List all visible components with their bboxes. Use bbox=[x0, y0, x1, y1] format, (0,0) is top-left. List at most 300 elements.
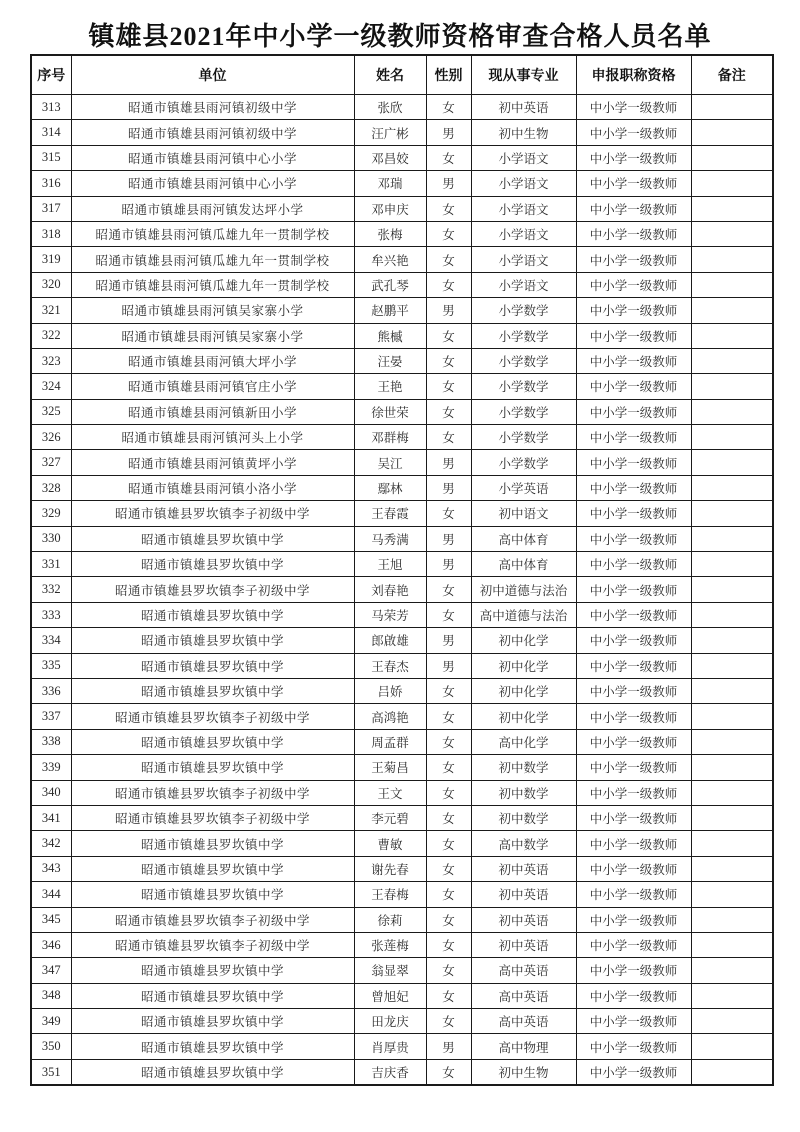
cell-col-name: 王旭 bbox=[354, 552, 426, 577]
cell-col-gender: 男 bbox=[426, 298, 471, 323]
cell-col-subject: 小学数学 bbox=[471, 450, 576, 475]
cell-col-index: 321 bbox=[31, 298, 71, 323]
cell-col-title-qualification: 中小学一级教师 bbox=[576, 1059, 691, 1085]
column-header-col-unit: 单位 bbox=[71, 55, 354, 95]
cell-col-title-qualification: 中小学一级教师 bbox=[576, 221, 691, 246]
cell-col-name: 马荣芳 bbox=[354, 602, 426, 627]
cell-col-unit: 昭通市镇雄县罗坎镇中学 bbox=[71, 831, 354, 856]
cell-col-title-qualification: 中小学一级教师 bbox=[576, 298, 691, 323]
cell-col-name: 邓瑞 bbox=[354, 171, 426, 196]
cell-col-title-qualification: 中小学一级教师 bbox=[576, 831, 691, 856]
cell-col-unit: 昭通市镇雄县罗坎镇李子初级中学 bbox=[71, 501, 354, 526]
cell-col-subject: 小学语文 bbox=[471, 171, 576, 196]
table-row bbox=[31, 298, 773, 323]
cell-col-name: 王春梅 bbox=[354, 882, 426, 907]
cell-col-unit: 昭通市镇雄县雨河镇官庄小学 bbox=[71, 374, 354, 399]
cell-col-gender: 男 bbox=[426, 171, 471, 196]
cell-col-subject: 小学数学 bbox=[471, 374, 576, 399]
table-row bbox=[31, 196, 773, 221]
cell-col-title-qualification: 中小学一级教师 bbox=[576, 450, 691, 475]
cell-col-name: 肖厚贵 bbox=[354, 1034, 426, 1059]
cell-col-subject: 小学数学 bbox=[471, 399, 576, 424]
table-row bbox=[31, 374, 773, 399]
cell-col-gender: 男 bbox=[426, 628, 471, 653]
cell-col-remark bbox=[691, 399, 773, 424]
cell-col-name: 徐世荣 bbox=[354, 399, 426, 424]
cell-col-unit: 昭通市镇雄县雨河镇大坪小学 bbox=[71, 348, 354, 373]
cell-col-remark bbox=[691, 628, 773, 653]
cell-col-unit: 昭通市镇雄县罗坎镇中学 bbox=[71, 1034, 354, 1059]
cell-col-index: 340 bbox=[31, 780, 71, 805]
cell-col-subject: 高中体育 bbox=[471, 552, 576, 577]
cell-col-name: 徐莉 bbox=[354, 907, 426, 932]
cell-col-remark bbox=[691, 526, 773, 551]
cell-col-title-qualification: 中小学一级教师 bbox=[576, 932, 691, 957]
table-row bbox=[31, 272, 773, 297]
cell-col-gender: 女 bbox=[426, 399, 471, 424]
cell-col-subject: 初中化学 bbox=[471, 653, 576, 678]
cell-col-unit: 昭通市镇雄县雨河镇河头上小学 bbox=[71, 425, 354, 450]
cell-col-title-qualification: 中小学一级教师 bbox=[576, 729, 691, 754]
cell-col-name: 牟兴艳 bbox=[354, 247, 426, 272]
cell-col-subject: 初中生物 bbox=[471, 120, 576, 145]
table-row bbox=[31, 348, 773, 373]
cell-col-unit: 昭通市镇雄县罗坎镇中学 bbox=[71, 958, 354, 983]
cell-col-gender: 女 bbox=[426, 856, 471, 881]
header-row bbox=[31, 55, 773, 95]
table-row bbox=[31, 120, 773, 145]
cell-col-name: 郎啟雄 bbox=[354, 628, 426, 653]
cell-col-index: 325 bbox=[31, 399, 71, 424]
cell-col-name: 高鸿艳 bbox=[354, 704, 426, 729]
cell-col-title-qualification: 中小学一级教师 bbox=[576, 475, 691, 500]
table-row bbox=[31, 755, 773, 780]
cell-col-subject: 高中英语 bbox=[471, 1009, 576, 1034]
cell-col-unit: 昭通市镇雄县雨河镇初级中学 bbox=[71, 95, 354, 120]
cell-col-subject: 小学英语 bbox=[471, 475, 576, 500]
cell-col-index: 342 bbox=[31, 831, 71, 856]
cell-col-gender: 女 bbox=[426, 247, 471, 272]
cell-col-index: 334 bbox=[31, 628, 71, 653]
cell-col-remark bbox=[691, 425, 773, 450]
table-row bbox=[31, 552, 773, 577]
table-row bbox=[31, 475, 773, 500]
cell-col-title-qualification: 中小学一级教师 bbox=[576, 120, 691, 145]
cell-col-title-qualification: 中小学一级教师 bbox=[576, 501, 691, 526]
table-row bbox=[31, 882, 773, 907]
cell-col-gender: 女 bbox=[426, 425, 471, 450]
cell-col-subject: 初中化学 bbox=[471, 704, 576, 729]
cell-col-subject: 小学语文 bbox=[471, 221, 576, 246]
cell-col-unit: 昭通市镇雄县罗坎镇中学 bbox=[71, 653, 354, 678]
cell-col-name: 王文 bbox=[354, 780, 426, 805]
cell-col-subject: 初中化学 bbox=[471, 628, 576, 653]
cell-col-title-qualification: 中小学一级教师 bbox=[576, 171, 691, 196]
table-row bbox=[31, 501, 773, 526]
cell-col-subject: 初中英语 bbox=[471, 856, 576, 881]
cell-col-name: 赵鹏平 bbox=[354, 298, 426, 323]
cell-col-name: 汪晏 bbox=[354, 348, 426, 373]
cell-col-gender: 男 bbox=[426, 526, 471, 551]
cell-col-index: 328 bbox=[31, 475, 71, 500]
cell-col-unit: 昭通市镇雄县罗坎镇李子初级中学 bbox=[71, 805, 354, 830]
cell-col-gender: 女 bbox=[426, 729, 471, 754]
cell-col-gender: 女 bbox=[426, 1009, 471, 1034]
cell-col-name: 邓昌姣 bbox=[354, 145, 426, 170]
cell-col-unit: 昭通市镇雄县雨河镇中心小学 bbox=[71, 145, 354, 170]
column-header-col-index: 序号 bbox=[31, 55, 71, 95]
cell-col-gender: 女 bbox=[426, 348, 471, 373]
cell-col-index: 319 bbox=[31, 247, 71, 272]
cell-col-gender: 女 bbox=[426, 678, 471, 703]
cell-col-unit: 昭通市镇雄县罗坎镇李子初级中学 bbox=[71, 780, 354, 805]
cell-col-index: 326 bbox=[31, 425, 71, 450]
cell-col-unit: 昭通市镇雄县罗坎镇李子初级中学 bbox=[71, 907, 354, 932]
cell-col-index: 320 bbox=[31, 272, 71, 297]
table-row bbox=[31, 1059, 773, 1085]
cell-col-title-qualification: 中小学一级教师 bbox=[576, 1034, 691, 1059]
cell-col-title-qualification: 中小学一级教师 bbox=[576, 907, 691, 932]
table-header bbox=[31, 55, 773, 95]
cell-col-gender: 女 bbox=[426, 221, 471, 246]
cell-col-name: 王菊昌 bbox=[354, 755, 426, 780]
cell-col-remark bbox=[691, 1009, 773, 1034]
table-row bbox=[31, 831, 773, 856]
cell-col-subject: 初中数学 bbox=[471, 805, 576, 830]
cell-col-remark bbox=[691, 1034, 773, 1059]
cell-col-remark bbox=[691, 450, 773, 475]
cell-col-unit: 昭通市镇雄县罗坎镇李子初级中学 bbox=[71, 577, 354, 602]
cell-col-subject: 初中化学 bbox=[471, 678, 576, 703]
cell-col-remark bbox=[691, 780, 773, 805]
cell-col-title-qualification: 中小学一级教师 bbox=[576, 983, 691, 1008]
page-title: 镇雄县2021年中小学一级教师资格审查合格人员名单 bbox=[88, 22, 712, 51]
cell-col-remark bbox=[691, 120, 773, 145]
cell-col-gender: 男 bbox=[426, 1034, 471, 1059]
cell-col-gender: 女 bbox=[426, 577, 471, 602]
table-row bbox=[31, 1009, 773, 1034]
table-row bbox=[31, 221, 773, 246]
cell-col-remark bbox=[691, 577, 773, 602]
table-row bbox=[31, 780, 773, 805]
cell-col-remark bbox=[691, 221, 773, 246]
cell-col-title-qualification: 中小学一级教师 bbox=[576, 958, 691, 983]
cell-col-title-qualification: 中小学一级教师 bbox=[576, 247, 691, 272]
cell-col-gender: 男 bbox=[426, 653, 471, 678]
cell-col-remark bbox=[691, 831, 773, 856]
table-row bbox=[31, 323, 773, 348]
cell-col-name: 谢先春 bbox=[354, 856, 426, 881]
cell-col-remark bbox=[691, 196, 773, 221]
column-header-col-remark: 备注 bbox=[691, 55, 773, 95]
cell-col-remark bbox=[691, 171, 773, 196]
column-header-col-title-qualification: 申报职称资格 bbox=[576, 55, 691, 95]
cell-col-index: 313 bbox=[31, 95, 71, 120]
cell-col-name: 刘春艳 bbox=[354, 577, 426, 602]
cell-col-title-qualification: 中小学一级教师 bbox=[576, 805, 691, 830]
cell-col-name: 邓申庆 bbox=[354, 196, 426, 221]
cell-col-index: 338 bbox=[31, 729, 71, 754]
cell-col-index: 329 bbox=[31, 501, 71, 526]
cell-col-subject: 小学语文 bbox=[471, 196, 576, 221]
cell-col-name: 鄢林 bbox=[354, 475, 426, 500]
cell-col-index: 350 bbox=[31, 1034, 71, 1059]
cell-col-subject: 小学数学 bbox=[471, 323, 576, 348]
cell-col-gender: 男 bbox=[426, 552, 471, 577]
cell-col-remark bbox=[691, 932, 773, 957]
cell-col-index: 315 bbox=[31, 145, 71, 170]
cell-col-remark bbox=[691, 729, 773, 754]
cell-col-unit: 昭通市镇雄县罗坎镇李子初级中学 bbox=[71, 932, 354, 957]
cell-col-subject: 小学数学 bbox=[471, 348, 576, 373]
cell-col-name: 王春杰 bbox=[354, 653, 426, 678]
cell-col-gender: 女 bbox=[426, 983, 471, 1008]
cell-col-gender: 女 bbox=[426, 932, 471, 957]
cell-col-title-qualification: 中小学一级教师 bbox=[576, 755, 691, 780]
cell-col-remark bbox=[691, 653, 773, 678]
cell-col-remark bbox=[691, 501, 773, 526]
cell-col-title-qualification: 中小学一级教师 bbox=[576, 348, 691, 373]
cell-col-unit: 昭通市镇雄县罗坎镇李子初级中学 bbox=[71, 704, 354, 729]
cell-col-title-qualification: 中小学一级教师 bbox=[576, 425, 691, 450]
cell-col-index: 314 bbox=[31, 120, 71, 145]
cell-col-remark bbox=[691, 145, 773, 170]
cell-col-remark bbox=[691, 374, 773, 399]
cell-col-title-qualification: 中小学一级教师 bbox=[576, 399, 691, 424]
table-row bbox=[31, 907, 773, 932]
cell-col-title-qualification: 中小学一级教师 bbox=[576, 882, 691, 907]
cell-col-subject: 高中英语 bbox=[471, 983, 576, 1008]
cell-col-gender: 女 bbox=[426, 882, 471, 907]
table-body bbox=[31, 95, 773, 1086]
cell-col-remark bbox=[691, 907, 773, 932]
cell-col-unit: 昭通市镇雄县雨河镇瓜雄九年一贯制学校 bbox=[71, 221, 354, 246]
cell-col-name: 翁显翠 bbox=[354, 958, 426, 983]
cell-col-unit: 昭通市镇雄县雨河镇瓜雄九年一贯制学校 bbox=[71, 247, 354, 272]
table-row bbox=[31, 856, 773, 881]
cell-col-gender: 男 bbox=[426, 120, 471, 145]
cell-col-name: 田龙庆 bbox=[354, 1009, 426, 1034]
cell-col-unit: 昭通市镇雄县罗坎镇中学 bbox=[71, 526, 354, 551]
cell-col-index: 316 bbox=[31, 171, 71, 196]
column-header-col-subject: 现从事专业 bbox=[471, 55, 576, 95]
cell-col-remark bbox=[691, 882, 773, 907]
cell-col-gender: 女 bbox=[426, 780, 471, 805]
table-row bbox=[31, 425, 773, 450]
cell-col-unit: 昭通市镇雄县罗坎镇中学 bbox=[71, 755, 354, 780]
cell-col-subject: 初中英语 bbox=[471, 907, 576, 932]
cell-col-unit: 昭通市镇雄县雨河镇小洛小学 bbox=[71, 475, 354, 500]
table-row bbox=[31, 247, 773, 272]
cell-col-index: 348 bbox=[31, 983, 71, 1008]
table-row bbox=[31, 653, 773, 678]
cell-col-unit: 昭通市镇雄县罗坎镇中学 bbox=[71, 628, 354, 653]
table-row bbox=[31, 526, 773, 551]
cell-col-unit: 昭通市镇雄县罗坎镇中学 bbox=[71, 983, 354, 1008]
cell-col-name: 熊槭 bbox=[354, 323, 426, 348]
cell-col-remark bbox=[691, 323, 773, 348]
table-row bbox=[31, 577, 773, 602]
cell-col-subject: 高中化学 bbox=[471, 729, 576, 754]
cell-col-title-qualification: 中小学一级教师 bbox=[576, 577, 691, 602]
cell-col-subject: 小学语文 bbox=[471, 145, 576, 170]
cell-col-index: 349 bbox=[31, 1009, 71, 1034]
cell-col-title-qualification: 中小学一级教师 bbox=[576, 653, 691, 678]
cell-col-name: 吉庆香 bbox=[354, 1059, 426, 1085]
roster-table bbox=[30, 54, 774, 1086]
cell-col-name: 汪广彬 bbox=[354, 120, 426, 145]
cell-col-title-qualification: 中小学一级教师 bbox=[576, 272, 691, 297]
cell-col-subject: 小学数学 bbox=[471, 425, 576, 450]
cell-col-remark bbox=[691, 983, 773, 1008]
cell-col-index: 345 bbox=[31, 907, 71, 932]
cell-col-unit: 昭通市镇雄县雨河镇黄坪小学 bbox=[71, 450, 354, 475]
cell-col-remark bbox=[691, 1059, 773, 1085]
cell-col-gender: 女 bbox=[426, 704, 471, 729]
cell-col-name: 王艳 bbox=[354, 374, 426, 399]
cell-col-remark bbox=[691, 348, 773, 373]
table-row bbox=[31, 171, 773, 196]
cell-col-index: 324 bbox=[31, 374, 71, 399]
cell-col-index: 317 bbox=[31, 196, 71, 221]
cell-col-gender: 女 bbox=[426, 602, 471, 627]
cell-col-title-qualification: 中小学一级教师 bbox=[576, 145, 691, 170]
cell-col-unit: 昭通市镇雄县罗坎镇中学 bbox=[71, 1059, 354, 1085]
cell-col-index: 333 bbox=[31, 602, 71, 627]
cell-col-subject: 高中体育 bbox=[471, 526, 576, 551]
cell-col-name: 王春霞 bbox=[354, 501, 426, 526]
cell-col-remark bbox=[691, 95, 773, 120]
cell-col-unit: 昭通市镇雄县罗坎镇中学 bbox=[71, 1009, 354, 1034]
cell-col-index: 327 bbox=[31, 450, 71, 475]
cell-col-name: 张梅 bbox=[354, 221, 426, 246]
cell-col-title-qualification: 中小学一级教师 bbox=[576, 95, 691, 120]
cell-col-gender: 女 bbox=[426, 272, 471, 297]
cell-col-remark bbox=[691, 272, 773, 297]
cell-col-index: 343 bbox=[31, 856, 71, 881]
cell-col-remark bbox=[691, 805, 773, 830]
table-row bbox=[31, 678, 773, 703]
cell-col-index: 332 bbox=[31, 577, 71, 602]
cell-col-name: 马秀满 bbox=[354, 526, 426, 551]
cell-col-title-qualification: 中小学一级教师 bbox=[576, 856, 691, 881]
cell-col-title-qualification: 中小学一级教师 bbox=[576, 628, 691, 653]
cell-col-index: 337 bbox=[31, 704, 71, 729]
cell-col-title-qualification: 中小学一级教师 bbox=[576, 704, 691, 729]
cell-col-remark bbox=[691, 856, 773, 881]
cell-col-name: 吕娇 bbox=[354, 678, 426, 703]
cell-col-gender: 男 bbox=[426, 450, 471, 475]
cell-col-gender: 女 bbox=[426, 501, 471, 526]
table-row bbox=[31, 704, 773, 729]
cell-col-index: 346 bbox=[31, 932, 71, 957]
cell-col-name: 张欣 bbox=[354, 95, 426, 120]
cell-col-title-qualification: 中小学一级教师 bbox=[576, 602, 691, 627]
cell-col-title-qualification: 中小学一级教师 bbox=[576, 196, 691, 221]
table-row bbox=[31, 729, 773, 754]
cell-col-index: 341 bbox=[31, 805, 71, 830]
cell-col-name: 周孟群 bbox=[354, 729, 426, 754]
cell-col-title-qualification: 中小学一级教师 bbox=[576, 552, 691, 577]
cell-col-name: 李元碧 bbox=[354, 805, 426, 830]
cell-col-index: 318 bbox=[31, 221, 71, 246]
cell-col-subject: 初中英语 bbox=[471, 882, 576, 907]
cell-col-index: 351 bbox=[31, 1059, 71, 1085]
cell-col-title-qualification: 中小学一级教师 bbox=[576, 526, 691, 551]
cell-col-index: 335 bbox=[31, 653, 71, 678]
table-row bbox=[31, 983, 773, 1008]
cell-col-name: 曹敏 bbox=[354, 831, 426, 856]
cell-col-title-qualification: 中小学一级教师 bbox=[576, 780, 691, 805]
cell-col-remark bbox=[691, 704, 773, 729]
cell-col-title-qualification: 中小学一级教师 bbox=[576, 678, 691, 703]
cell-col-unit: 昭通市镇雄县雨河镇吴家寨小学 bbox=[71, 298, 354, 323]
cell-col-subject: 高中道德与法治 bbox=[471, 602, 576, 627]
cell-col-unit: 昭通市镇雄县罗坎镇中学 bbox=[71, 882, 354, 907]
cell-col-name: 吴江 bbox=[354, 450, 426, 475]
cell-col-gender: 女 bbox=[426, 755, 471, 780]
cell-col-index: 331 bbox=[31, 552, 71, 577]
cell-col-subject: 初中数学 bbox=[471, 755, 576, 780]
cell-col-subject: 初中语文 bbox=[471, 501, 576, 526]
cell-col-remark bbox=[691, 298, 773, 323]
cell-col-index: 322 bbox=[31, 323, 71, 348]
cell-col-subject: 初中生物 bbox=[471, 1059, 576, 1085]
cell-col-remark bbox=[691, 602, 773, 627]
column-header-col-name: 姓名 bbox=[354, 55, 426, 95]
cell-col-gender: 女 bbox=[426, 196, 471, 221]
cell-col-gender: 女 bbox=[426, 958, 471, 983]
table-row bbox=[31, 145, 773, 170]
cell-col-index: 344 bbox=[31, 882, 71, 907]
cell-col-gender: 女 bbox=[426, 145, 471, 170]
cell-col-name: 张莲梅 bbox=[354, 932, 426, 957]
cell-col-unit: 昭通市镇雄县罗坎镇中学 bbox=[71, 856, 354, 881]
table-row bbox=[31, 958, 773, 983]
cell-col-subject: 初中英语 bbox=[471, 932, 576, 957]
cell-col-index: 347 bbox=[31, 958, 71, 983]
cell-col-subject: 高中英语 bbox=[471, 958, 576, 983]
cell-col-title-qualification: 中小学一级教师 bbox=[576, 323, 691, 348]
cell-col-unit: 昭通市镇雄县罗坎镇中学 bbox=[71, 602, 354, 627]
cell-col-remark bbox=[691, 958, 773, 983]
cell-col-unit: 昭通市镇雄县罗坎镇中学 bbox=[71, 678, 354, 703]
cell-col-gender: 女 bbox=[426, 323, 471, 348]
cell-col-index: 323 bbox=[31, 348, 71, 373]
cell-col-unit: 昭通市镇雄县雨河镇瓜雄九年一贯制学校 bbox=[71, 272, 354, 297]
cell-col-unit: 昭通市镇雄县雨河镇发达坪小学 bbox=[71, 196, 354, 221]
table-row bbox=[31, 932, 773, 957]
cell-col-gender: 女 bbox=[426, 907, 471, 932]
cell-col-remark bbox=[691, 755, 773, 780]
cell-col-name: 曾旭妃 bbox=[354, 983, 426, 1008]
table-row bbox=[31, 1034, 773, 1059]
cell-col-remark bbox=[691, 247, 773, 272]
cell-col-index: 336 bbox=[31, 678, 71, 703]
table-row bbox=[31, 95, 773, 120]
cell-col-unit: 昭通市镇雄县罗坎镇中学 bbox=[71, 552, 354, 577]
cell-col-gender: 女 bbox=[426, 374, 471, 399]
cell-col-subject: 高中物理 bbox=[471, 1034, 576, 1059]
cell-col-remark bbox=[691, 475, 773, 500]
table-row bbox=[31, 805, 773, 830]
cell-col-index: 330 bbox=[31, 526, 71, 551]
cell-col-gender: 女 bbox=[426, 831, 471, 856]
cell-col-subject: 小学语文 bbox=[471, 272, 576, 297]
cell-col-remark bbox=[691, 552, 773, 577]
cell-col-unit: 昭通市镇雄县罗坎镇中学 bbox=[71, 729, 354, 754]
cell-col-title-qualification: 中小学一级教师 bbox=[576, 1009, 691, 1034]
